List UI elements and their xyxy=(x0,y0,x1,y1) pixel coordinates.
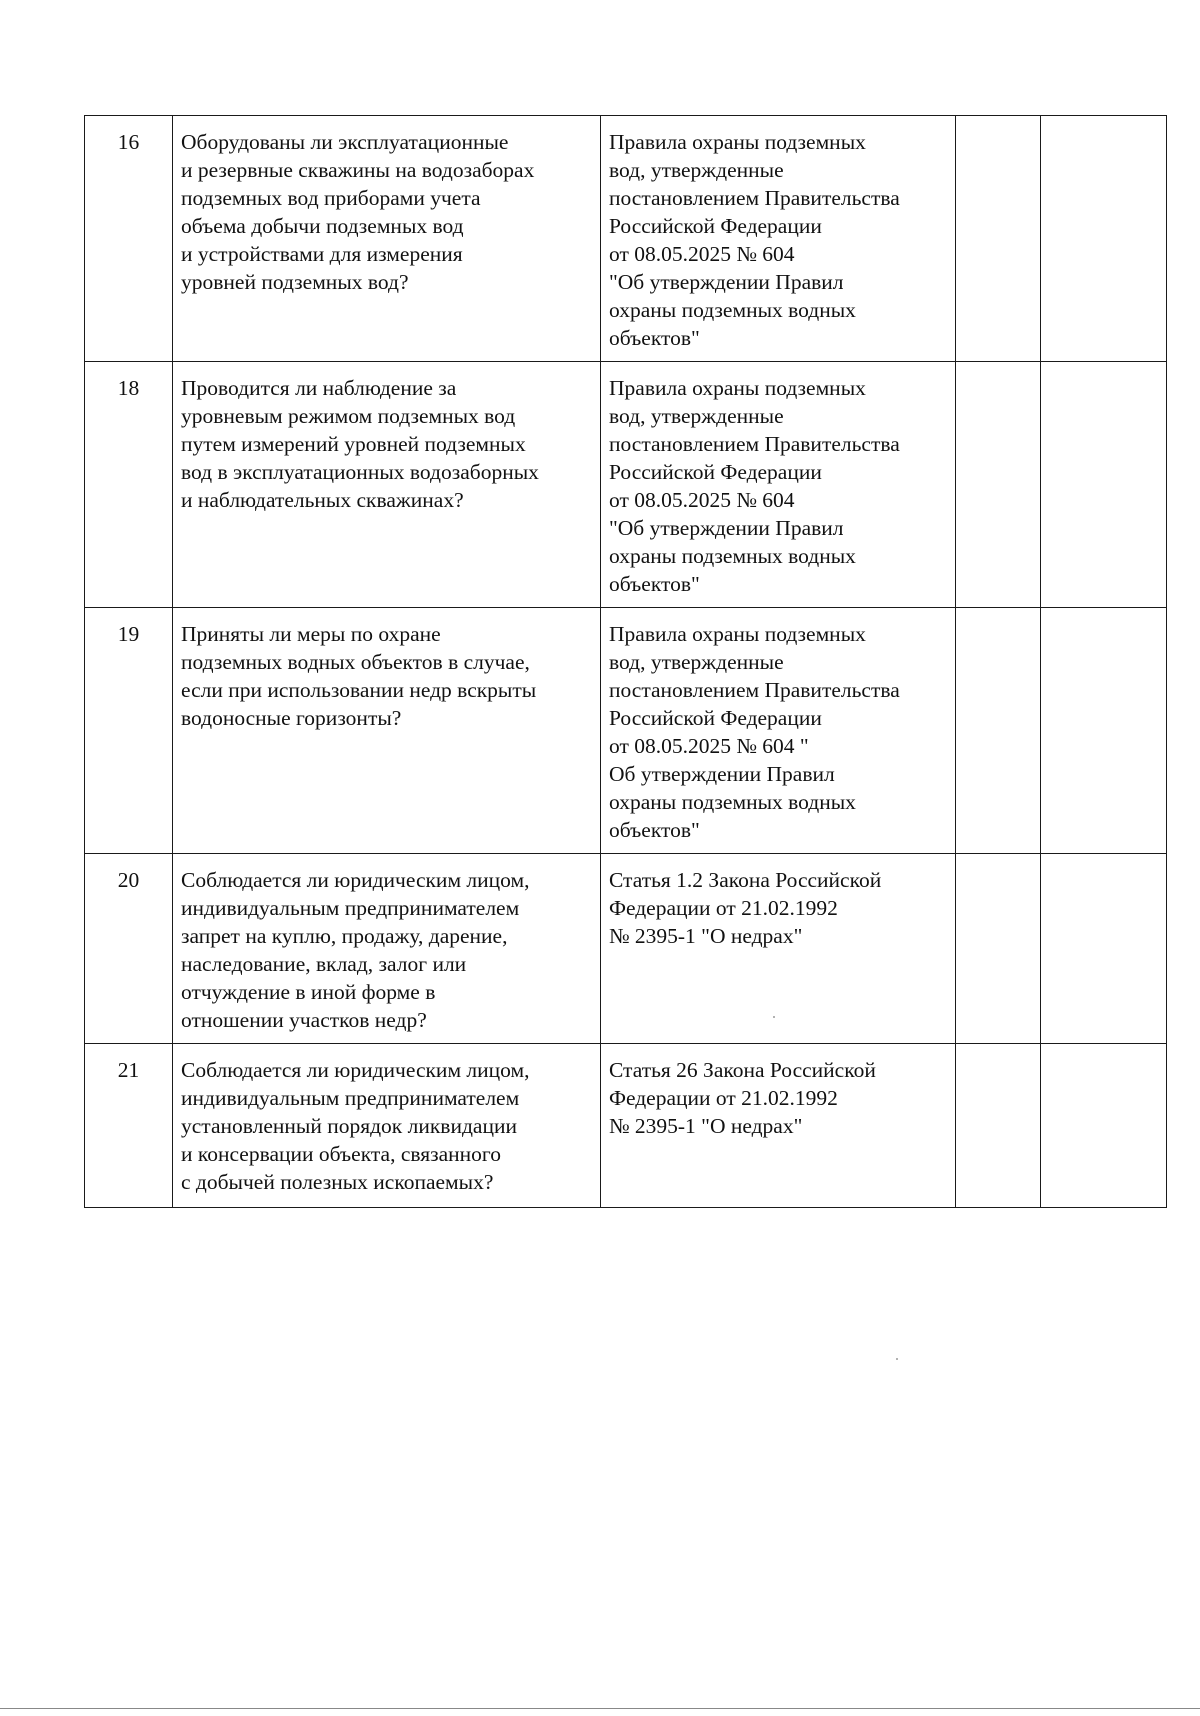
row-number: 20 xyxy=(85,854,173,1044)
answer-cell-yes xyxy=(956,362,1041,608)
reference-cell: Правила охраны подземных вод, утвержденные постановлением Правительства Российской Федерации от 08.05.2025 № 604 "Об утверждении Правил охраны подземных водных объектов" xyxy=(601,362,956,608)
answer-cell-no xyxy=(1041,608,1167,854)
table-row xyxy=(85,362,1167,608)
reference-cell: Правила охраны подземных вод, утвержденные постановлением Правительства Российской Федерации от 08.05.2025 № 604 "Об утверждении Правил охраны подземных водных объектов" xyxy=(601,116,956,362)
question-cell: Оборудованы ли эксплуатационные и резервные скважины на водозаборах подземных вод приборами учета объема добычи подземных вод и устройствами для измерения уровней подземных вод? xyxy=(173,116,601,362)
question-cell: Приняты ли меры по охране подземных водных объектов в случае, если при использовании недр вскрыты водоносные горизонты? xyxy=(173,608,601,854)
scan-edge-line xyxy=(0,1708,1200,1709)
checklist-table xyxy=(84,115,1167,1208)
table-row xyxy=(85,608,1167,854)
answer-cell-no xyxy=(1041,854,1167,1044)
question-cell: Соблюдается ли юридическим лицом, индивидуальным предпринимателем запрет на куплю, продажу, дарение, наследование, вклад, залог или отчуждение в иной форме в отношении участков недр? xyxy=(173,854,601,1044)
answer-cell-yes xyxy=(956,1044,1041,1208)
reference-cell: Правила охраны подземных вод, утвержденные постановлением Правительства Российской Федерации от 08.05.2025 № 604 " Об утверждении Правил охраны подземных водных объектов" xyxy=(601,608,956,854)
question-cell: Проводится ли наблюдение за уровневым режимом подземных вод путем измерений уровней подземных вод в эксплуатационных водозаборных и наблюдательных скважинах? xyxy=(173,362,601,608)
question-cell: Соблюдается ли юридическим лицом, индивидуальным предпринимателем установленный порядок ликвидации и консервации объекта, связанного с добычей полезных ископаемых? xyxy=(173,1044,601,1208)
reference-cell: Статья 1.2 Закона Российской Федерации от 21.02.1992 № 2395-1 "О недрах" xyxy=(601,854,956,1044)
table-row xyxy=(85,1044,1167,1208)
answer-cell-yes xyxy=(956,854,1041,1044)
answer-cell-no xyxy=(1041,362,1167,608)
table-row xyxy=(85,854,1167,1044)
answer-cell-no xyxy=(1041,116,1167,362)
row-number: 18 xyxy=(85,362,173,608)
answer-cell-yes xyxy=(956,608,1041,854)
table-row xyxy=(85,116,1167,362)
answer-cell-yes xyxy=(956,116,1041,362)
scan-speck xyxy=(773,1016,775,1018)
scan-speck xyxy=(896,1358,898,1360)
row-number: 21 xyxy=(85,1044,173,1208)
answer-cell-no xyxy=(1041,1044,1167,1208)
reference-cell: Статья 26 Закона Российской Федерации от 21.02.1992 № 2395-1 "О недрах" xyxy=(601,1044,956,1208)
row-number: 16 xyxy=(85,116,173,362)
row-number: 19 xyxy=(85,608,173,854)
